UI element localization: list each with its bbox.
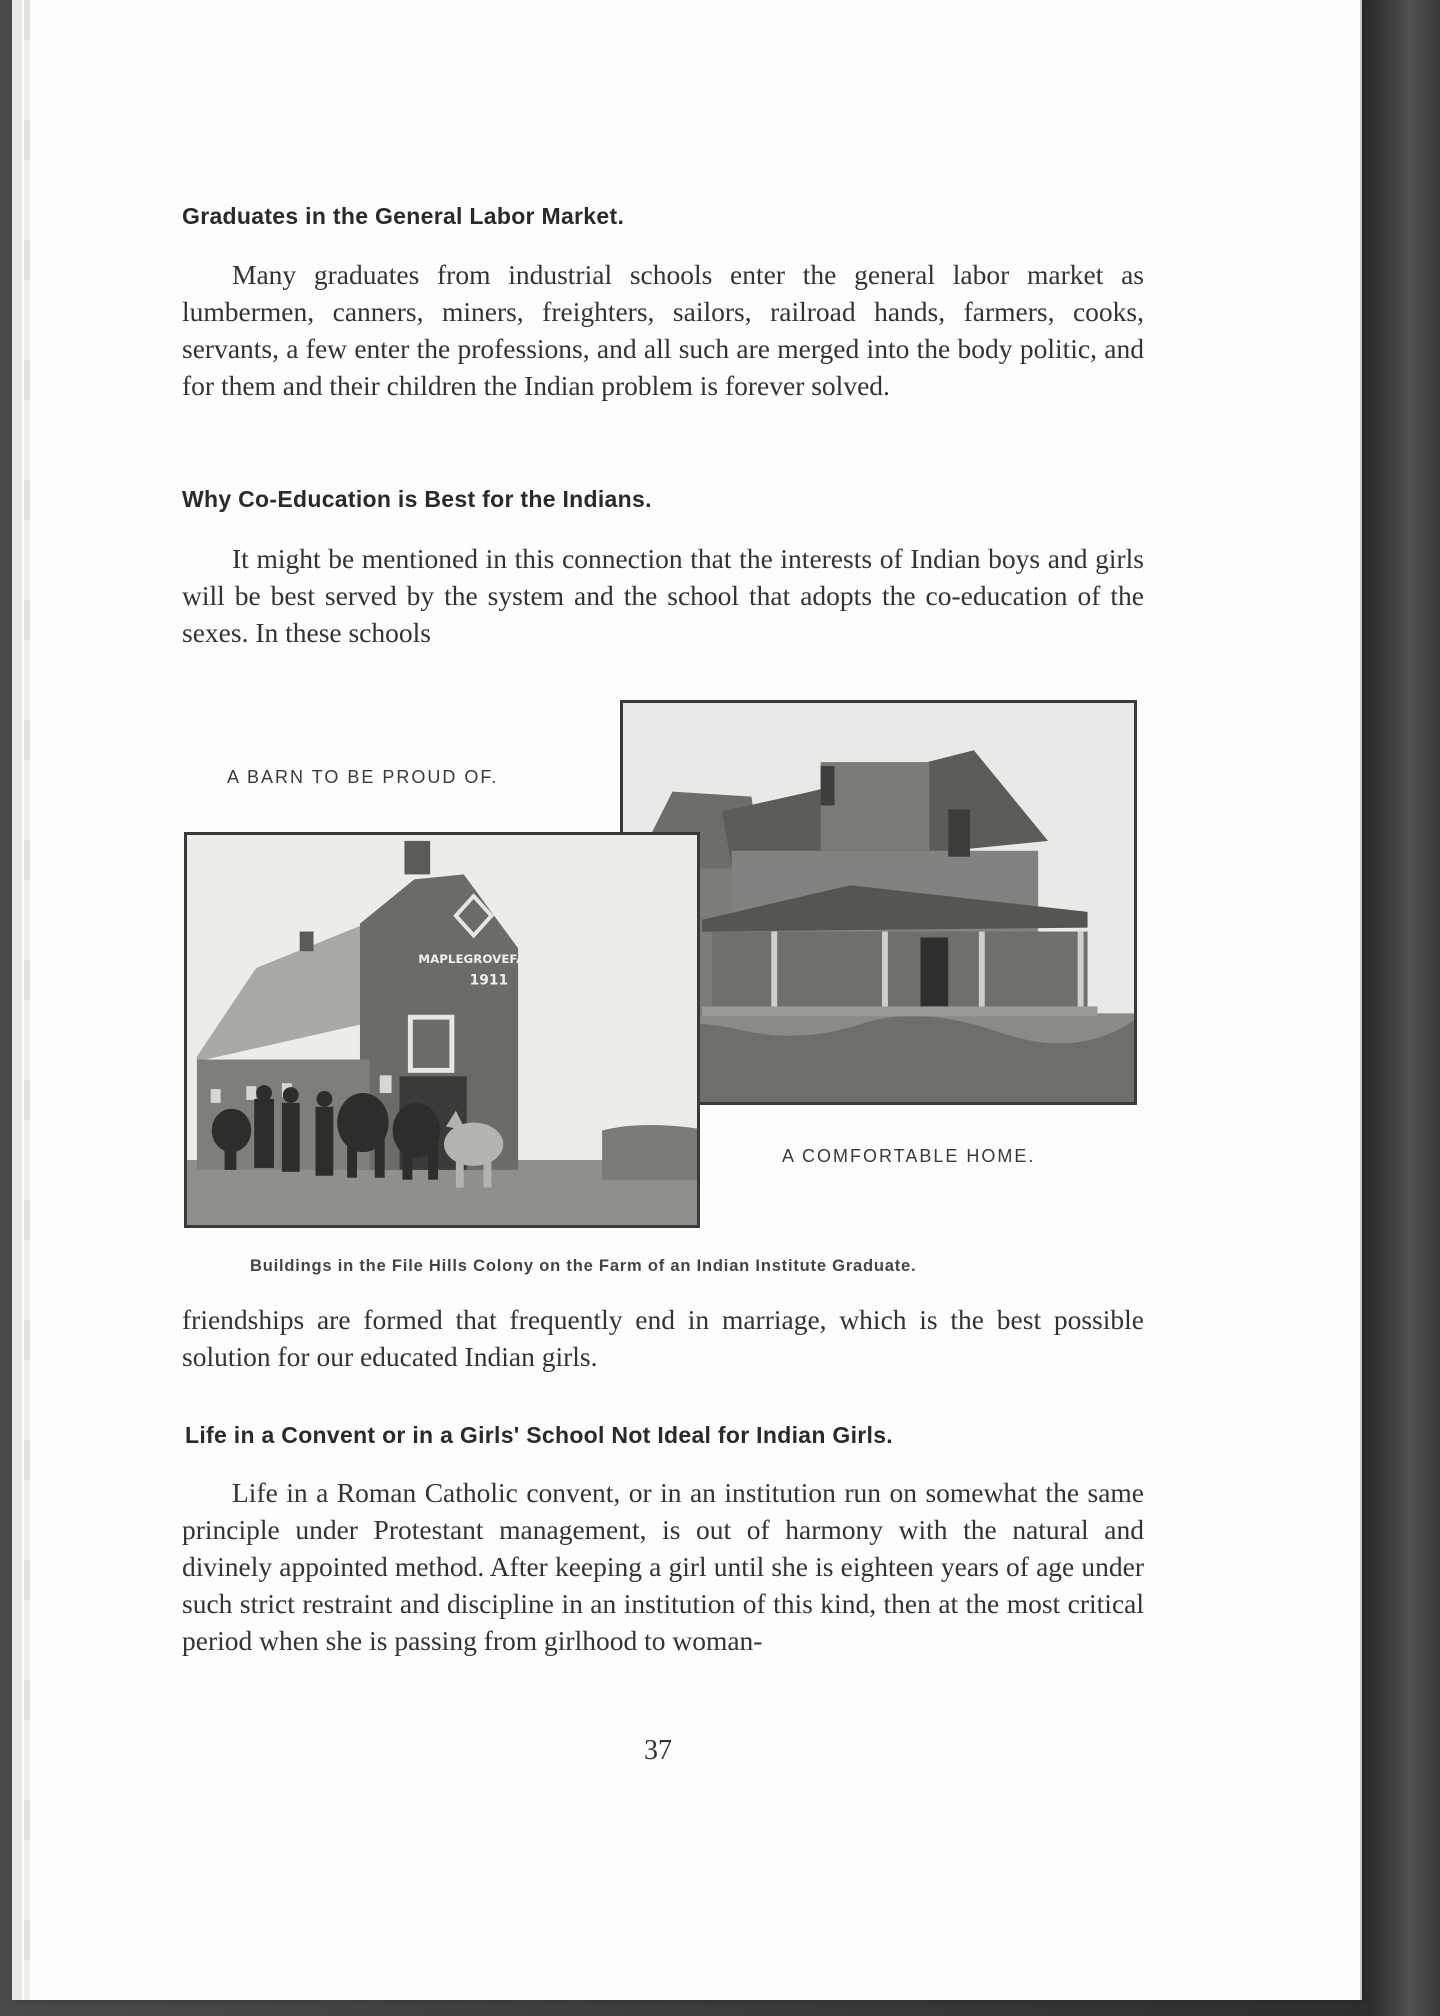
paragraph-co-education-continued: friendships are formed that frequently end in marriage, which is the best possible solution for our educated Indian girls. [182, 1304, 1144, 1372]
paragraph-labor-market: Many graduates from industrial schools enter the general labor market as lumbermen, canners, miners, freighters, sailors, railroad hands, farmers, cooks, servants, a few enter the professions, and all such are merged into the body politic, and for them and their children the Indian problem is forever solved. [182, 259, 1144, 401]
section-heading-labor-market: Graduates in the General Labor Market. [182, 203, 625, 229]
paragraph-co-education: It might be mentioned in this connection that the interests of Indian boys and girls will be best served by the system and the school that adopts the co-education of the sexes. In these schools [182, 543, 1144, 648]
figure-caption: Buildings in the File Hills Colony on the Farm of an Indian Institute Graduate. [250, 1257, 917, 1275]
page-number: 37 [644, 1735, 672, 1766]
barn-year-text: 1911 [469, 972, 509, 989]
barn-sign-text: MAPLEGROVEFARM [418, 952, 547, 967]
barn-photo-caption: A BARN TO BE PROUD OF. [227, 767, 499, 787]
section-heading-convent: Life in a Convent or in a Girls' School Not Ideal for Indian Girls. [185, 1422, 893, 1448]
home-photo-caption: A COMFORTABLE HOME. [782, 1146, 1036, 1166]
section-heading-co-education: Why Co-Education is Best for the Indians. [182, 486, 652, 512]
page-edge [24, 0, 30, 2000]
paragraph-convent: Life in a Roman Catholic convent, or in an institution run on somewhat the same principle under Protestant management, is out of harmony with the natural and divinely appointed method. After keeping a girl until she is eighteen years of age under such strict restraint and discipline in an institution of this kind, then at the most critical period when she is passing from girlhood to woman- [182, 1477, 1144, 1656]
barn-photo [184, 832, 700, 1228]
